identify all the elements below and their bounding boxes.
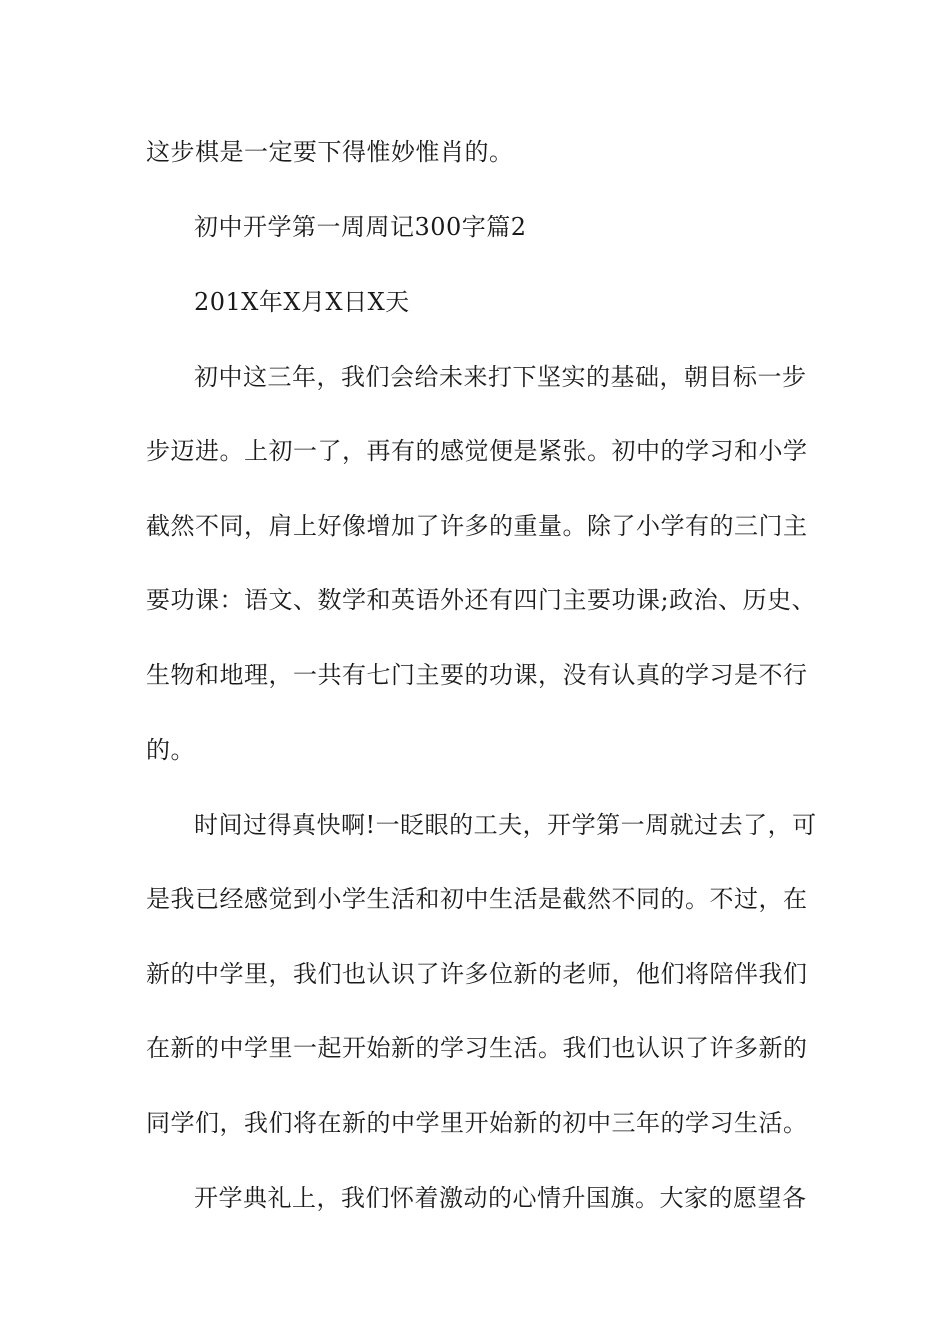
text-line: 的。: [146, 736, 195, 764]
text-line: 这步棋是一定要下得惟妙惟肖的。: [146, 138, 514, 166]
text-line: 是我已经感觉到小学生活和初中生活是截然不同的。不过，在: [146, 885, 808, 913]
text-line: 截然不同，肩上好像增加了许多的重量。除了小学有的三门主: [146, 512, 808, 540]
text-line: 时间过得真快啊!一眨眼的工夫，开学第一周就过去了，可: [194, 811, 817, 839]
text-line: 开学典礼上，我们怀着激动的心情升国旗。大家的愿望各: [194, 1184, 807, 1212]
text-line: 要功课：语文、数学和英语外还有四门主要功课;政治、历史、: [146, 586, 817, 614]
text-line: 生物和地理，一共有七门主要的功课，没有认真的学习是不行: [146, 661, 808, 689]
text-line: 在新的中学里一起开始新的学习生活。我们也认识了许多新的: [146, 1034, 808, 1062]
text-line: 初中这三年，我们会给未来打下坚实的基础，朝目标一步: [194, 363, 807, 391]
text-line: 步迈进。上初一了，再有的感觉便是紧张。初中的学习和小学: [146, 437, 808, 465]
text-line: 新的中学里，我们也认识了许多位新的老师，他们将陪伴我们: [146, 960, 808, 988]
text-line: 同学们，我们将在新的中学里开始新的初中三年的学习生活。: [146, 1109, 808, 1137]
date-line: 201X年X月X日X天: [194, 288, 410, 316]
section-heading: 初中开学第一周周记300字篇2: [194, 213, 527, 241]
